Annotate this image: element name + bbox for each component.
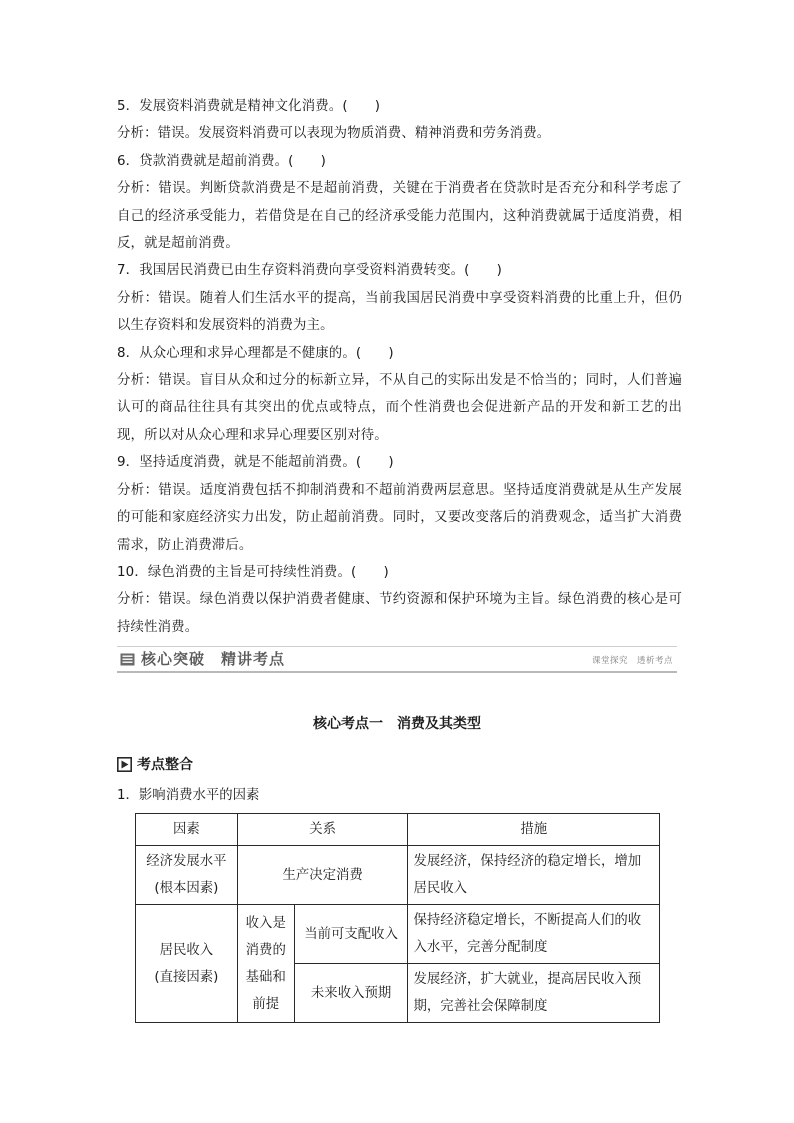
book-icon bbox=[120, 653, 135, 666]
factor-economic-level bbox=[136, 846, 238, 905]
answer-10: 分析：错误。绿色消费以保护消费者健康、节约资源和保护环境为主旨。绿色消费的核心是可持续性消费。 bbox=[117, 592, 682, 635]
header-relation: 关系 bbox=[237, 814, 408, 846]
header-measure: 措施 bbox=[408, 814, 660, 846]
kaodian-label: 考点整合 bbox=[137, 757, 193, 773]
question-9: 9．坚持适度消费，就是不能超前消费。( ) bbox=[117, 455, 394, 471]
question-8: 8．从众心理和求异心理都是不健康的。( ) bbox=[117, 345, 394, 361]
item-1-title: 1．影响消费水平的因素 bbox=[117, 788, 260, 803]
factor-name: 经济发展水平 bbox=[146, 854, 227, 869]
header-factor: 因素 bbox=[136, 814, 238, 846]
table-row bbox=[136, 905, 660, 964]
section-banner bbox=[117, 646, 677, 673]
question-6: 6．贷款消费就是超前消费。( ) bbox=[117, 153, 326, 169]
banner-top-rule bbox=[117, 646, 677, 647]
basis-line: 前提 bbox=[252, 996, 280, 1012]
relation-cell: 当前可支配收入 bbox=[294, 905, 408, 964]
banner-bottom-rule bbox=[117, 671, 677, 673]
factor-type: (根本因素) bbox=[154, 881, 219, 896]
section-title: 核心考点一 消费及其类型 bbox=[313, 716, 481, 732]
measure-cell: 发展经济，保持经济的稳定增长，增加居民收入 bbox=[408, 846, 660, 905]
question-5: 5．发展资料消费就是精神文化消费。( ) bbox=[117, 99, 381, 114]
table-row bbox=[136, 846, 660, 905]
factor-income bbox=[136, 905, 238, 1023]
answer-5: 分析：错误。发展资料消费可以表现为物质消费、精神消费和劳务消费。 bbox=[117, 126, 551, 142]
relation-cell: 未来收入预期 bbox=[294, 964, 408, 1023]
measure-cell: 发展经济，扩大就业，提高居民收入预期，完善社会保障制度 bbox=[408, 964, 660, 1023]
answer-9: 分析：错误。适度消费包括不抑制消费和不超前消费两层意思。坚持适度消费就是从生产发展的可能和家庭经济实力出发，防止超前消费。同时，又要改变落后的消费观念，适当扩大消费需求，防止消费滞后。 bbox=[117, 482, 682, 553]
table-header-row bbox=[136, 814, 660, 846]
basis-line: 基础和 bbox=[245, 969, 286, 985]
basis-line: 收入是 bbox=[245, 915, 286, 931]
answer-6: 分析：错误。判断贷款消费是不是超前消费，关键在于消费者在贷款时是否充分和科学考虑了自己的经济承受能力，若借贷是在自己的经济承受能力范围内，这种消费就属于适度消费，相反，就是超前消费。 bbox=[117, 181, 682, 252]
banner-title: 核心突破 精讲考点 bbox=[141, 650, 286, 668]
factor-type: (直接因素) bbox=[154, 969, 219, 985]
qa-list bbox=[117, 93, 682, 641]
banner-subtitle: 课堂探究 透析考点 bbox=[591, 656, 673, 666]
question-7: 7．我国居民消费已由生存资料消费向享受资料消费转变。( ) bbox=[117, 263, 503, 279]
question-10: 10．绿色消费的主旨是可持续性消费。( ) bbox=[117, 564, 389, 580]
measure-cell: 保持经济稳定增长，不断提高人们的收入水平，完善分配制度 bbox=[408, 905, 660, 964]
relation-cell: 生产决定消费 bbox=[237, 846, 408, 905]
factor-name: 居民收入 bbox=[159, 942, 214, 958]
consumption-factors-table bbox=[135, 813, 660, 1023]
play-triangle-icon bbox=[117, 757, 132, 772]
basis-line: 消费的 bbox=[245, 942, 286, 958]
basis-cell bbox=[237, 905, 294, 1023]
answer-8: 分析：错误。盲目从众和过分的标新立异，不从自己的实际出发是不恰当的；同时，人们普遍认可的商品往往具有其突出的优点或特点，而个性消费也会促进新产品的开发和新工艺的出现，所以对从众心理和求异心理要区别对待。 bbox=[117, 373, 682, 443]
answer-7: 分析：错误。随着人们生活水平的提高，当前我国居民消费中享受资料消费的比重上升，但仍以生存资料和发展资料的消费为主。 bbox=[117, 290, 682, 334]
